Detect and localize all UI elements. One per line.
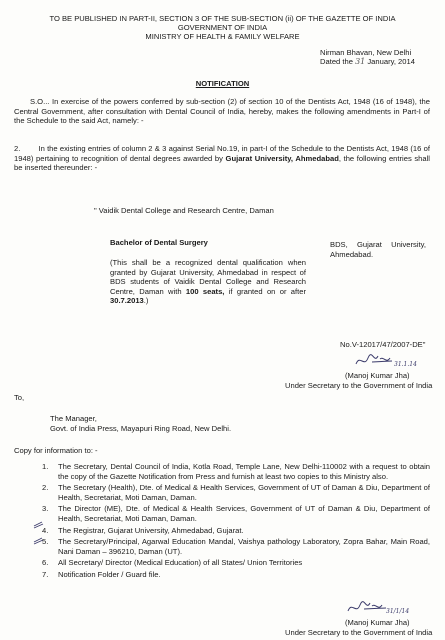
paragraph-2-bold: Gujarat University, Ahmedabad (225, 153, 339, 163)
list-item-number: 7. (42, 569, 49, 579)
government-heading: GOVERNMENT OF INDIA (177, 23, 268, 32)
addressee-line-2: Govt. of India Press, Mayapuri Ring Road, New Delhi. (50, 424, 232, 433)
date-prefix: Dated the (320, 57, 353, 66)
condition-text-c: .) (143, 296, 149, 306)
file-number: No.V-12017/47/2007-DE" (340, 340, 426, 349)
list-item (42, 504, 430, 523)
paragraph-2-text-b: , the following entries shall be inserted thereunder: - (14, 153, 430, 173)
notification-title: NOTIFICATION (195, 79, 250, 88)
signatory-name: (Manoj Kumar Jha) (345, 371, 410, 380)
list-item (42, 537, 430, 556)
date-suffix: January, 2014 (367, 57, 415, 66)
paragraph-1: S.O... In exercise of the powers conferred by sub-section (2) of section 10 of the Dentists Act, 1948 (16 of 1948), the Central Government, after consultation with Dental Council of India, hereby, makes the following amendments in Part-I of the Schedule to the said Act, namely: - (14, 97, 430, 126)
list-item-text: All Secretary/ Director (Medical Education) of all States/ Union Territories (58, 558, 303, 568)
list-item-number: 4. (42, 525, 49, 535)
signatory-title: Under Secretary to the Government of India (285, 381, 433, 390)
copy-heading: Copy for information to: - (14, 446, 98, 455)
paragraph-2-text-a: In the existing entries of column 2 & 3 against Serial No.19, in part-I of the Schedule to the Dentists Act, 1948 (16 of 1948) pertaining to recognition of dental degrees awarded by (14, 144, 430, 163)
list-item-text: The Registrar, Gujarat University, Ahmedabad, Gujarat. (58, 525, 244, 535)
date-line (320, 57, 415, 67)
list-item-number: 1. (42, 462, 49, 471)
list-item-text: The Secretary (Health), Dte. of Medical & Health Services, Government of UT of Daman & Diu, Department of Health, Secretariat, Moti Daman, Daman. (58, 483, 430, 502)
list-item (42, 526, 430, 536)
signature-1-date: 31.1.14 (394, 361, 417, 368)
college-entry: " Vaidik Dental College and Research Centre, Daman (94, 206, 274, 215)
handwritten-tick-marks (32, 520, 46, 552)
list-item-number: 5. (42, 537, 49, 547)
list-item-text: The Secretary, Dental Council of India, Kotla Road, Temple Lane, New Delhi-110002 with a request to obtain the copy of the Gazette Notification from Press and furnish at least two copies to this Ministry also. (58, 462, 430, 481)
list-item-number: 3. (42, 504, 49, 514)
degree-abbreviation: BDS, Gujarat University, Ahmedabad. (330, 240, 426, 259)
condition-text-b: if granted on or after (224, 286, 306, 296)
list-item-text: Notification Folder / Guard file. (58, 569, 161, 579)
condition-seats: 100 seats, (185, 286, 225, 296)
signatory-2-name: (Manoj Kumar Jha) (345, 618, 410, 627)
list-item (42, 483, 430, 502)
list-item (42, 570, 430, 580)
paragraph-2 (14, 144, 430, 173)
degree-name: Bachelor of Dental Surgery (110, 238, 208, 247)
signature-2-date: 31/1/14 (386, 608, 410, 615)
condition-text-a: (This shall be a recognized dental qualification when granted by Gujarat University, Ahmedabad in respect of BDS students of Vaidik Dental College and Research Centre, Daman with (110, 258, 306, 296)
copy-list (42, 462, 430, 582)
ministry-heading: MINISTRY OF HEALTH & FAMILY WELFARE (145, 32, 300, 41)
paragraph-2-number: 2. (14, 144, 21, 153)
list-item-number: 2. (42, 483, 49, 493)
condition-date: 30.7.2013 (110, 296, 144, 306)
addressee-line-1: The Manager, (50, 414, 97, 423)
list-item-text: The Director (ME), Dte. of Medical & Health Services, Government of UT of Daman & Diu, Department of Health, Secretariat, Moti Daman, Daman. (58, 504, 430, 523)
place: Nirman Bhavan, New Delhi (320, 48, 412, 57)
list-item (42, 462, 430, 481)
to-label: To, (14, 393, 25, 402)
list-item-number: 6. (42, 558, 49, 568)
recognition-condition (110, 258, 306, 306)
gazette-heading: TO BE PUBLISHED IN PART-II, SECTION 3 OF THE SUB-SECTION (ii) OF THE GAZETTE OF INDIA (49, 14, 396, 23)
list-item (42, 558, 430, 568)
list-item-text: The Secretary/Principal, Agarwal Education Mandal, Vaishya pathology Laboratory, Zopra Bahar, Main Road, Nani Daman – 396210, Daman (UT). (58, 537, 430, 556)
date-day-handwritten: 31 (355, 57, 366, 66)
signatory-2-title: Under Secretary to the Government of India (285, 628, 433, 637)
